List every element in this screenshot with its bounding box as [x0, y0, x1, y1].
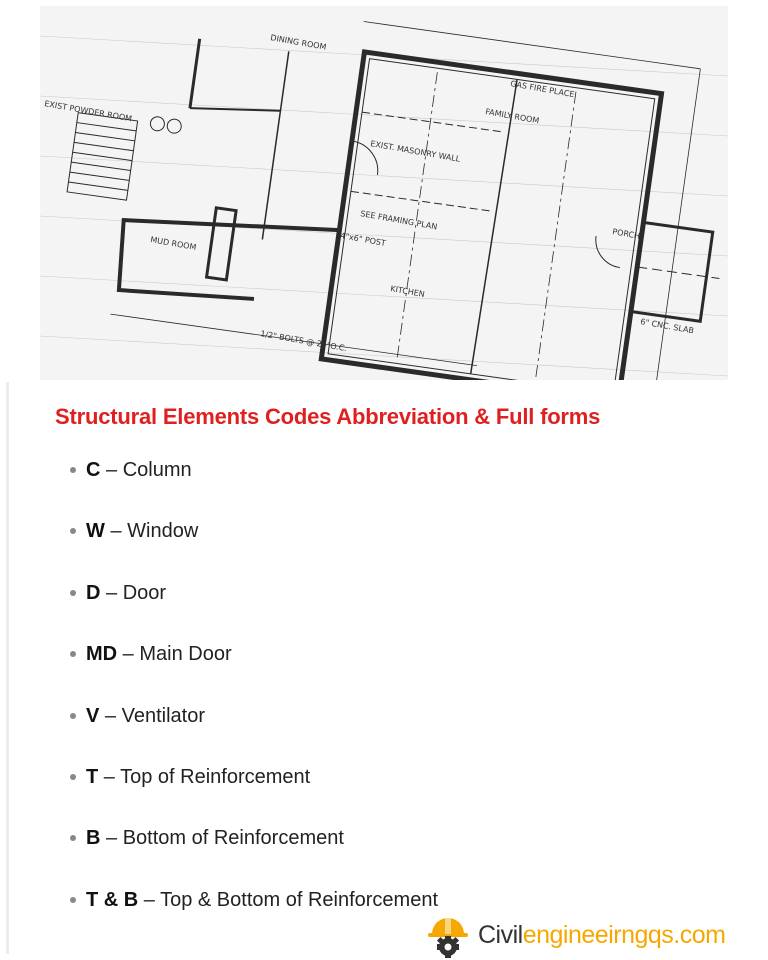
bullet-icon: [70, 897, 76, 903]
floor-plan-image: [40, 6, 728, 380]
bullet-icon: [70, 528, 76, 534]
item-full-form: Window: [127, 520, 199, 543]
list-item: [70, 506, 438, 567]
item-separator: –: [104, 704, 117, 727]
watermark-text: [478, 921, 725, 950]
floor-plan-drawing: [40, 6, 728, 380]
list-item: [70, 445, 438, 506]
item-code: T: [86, 765, 99, 788]
item-code: MD: [86, 643, 118, 666]
list-item: [70, 568, 438, 629]
plan-label-mud: MUD ROOM: [149, 235, 198, 253]
bullet-icon: [70, 774, 76, 780]
plan-label-bolts: 1/2" BOLTS @ 24"O.C.: [259, 329, 348, 354]
item-full-form: Top & Bottom of Reinforcement: [160, 888, 439, 911]
list-item: [70, 629, 438, 690]
item-code: B: [86, 827, 101, 850]
item-separator: –: [106, 827, 118, 850]
list-item: [70, 875, 438, 936]
article-heading: Structural Elements Codes Abbreviation & Full forms: [55, 404, 601, 429]
item-full-form: Ventilator: [121, 704, 205, 727]
plan-labels: [44, 33, 695, 353]
bullet-icon: [70, 651, 76, 657]
plan-label-slab: 6" CNC. SLAB: [639, 317, 695, 336]
item-full-form: Bottom of Reinforcement: [122, 827, 344, 850]
item-code: T & B: [86, 888, 139, 911]
list-item: [70, 691, 438, 752]
plan-label-dining: DINING ROOM: [269, 33, 328, 52]
item-separator: –: [103, 765, 115, 788]
item-separator: –: [110, 520, 122, 543]
plan-label-post: 4"x6" POST: [339, 231, 387, 248]
watermark-text-domain: engineeirngqs.com: [522, 920, 726, 949]
item-separator: –: [122, 643, 134, 666]
list-item: [70, 752, 438, 813]
plan-label-powder: EXIST POWDER ROOM: [43, 99, 133, 124]
item-full-form: Door: [122, 581, 167, 604]
plan-label-fireplace: GAS FIRE PLACE: [509, 79, 576, 100]
bullet-icon: [70, 835, 76, 841]
plan-label-kitchen: KITCHEN: [389, 284, 426, 299]
bullet-icon: [70, 590, 76, 596]
bullet-icon: [70, 713, 76, 719]
plan-label-porch: PORCH: [611, 227, 641, 241]
bullet-icon: [70, 467, 76, 473]
helmet-gear-icon: [424, 912, 472, 958]
item-separator: –: [106, 459, 118, 481]
plan-label-see-plan: SEE FRAMING PLAN: [359, 209, 438, 232]
item-full-form: Main Door: [139, 643, 232, 666]
codes-list: [70, 445, 438, 936]
item-separator: –: [143, 888, 155, 911]
item-code: C: [86, 459, 101, 481]
plan-label-masonry: EXIST. MASONRY WALL: [369, 139, 461, 164]
plan-label-family: FAMILY ROOM: [484, 107, 540, 126]
item-code: D: [86, 581, 101, 604]
item-full-form: Column: [122, 459, 192, 481]
watermark-text-civil: Civil: [478, 920, 523, 949]
list-item: [70, 813, 438, 874]
item-separator: –: [106, 581, 118, 604]
site-watermark: [424, 912, 725, 958]
item-code: W: [86, 520, 105, 543]
article-left-rule: [6, 382, 9, 954]
item-full-form: Top of Reinforcement: [120, 765, 311, 788]
item-code: V: [86, 704, 100, 727]
